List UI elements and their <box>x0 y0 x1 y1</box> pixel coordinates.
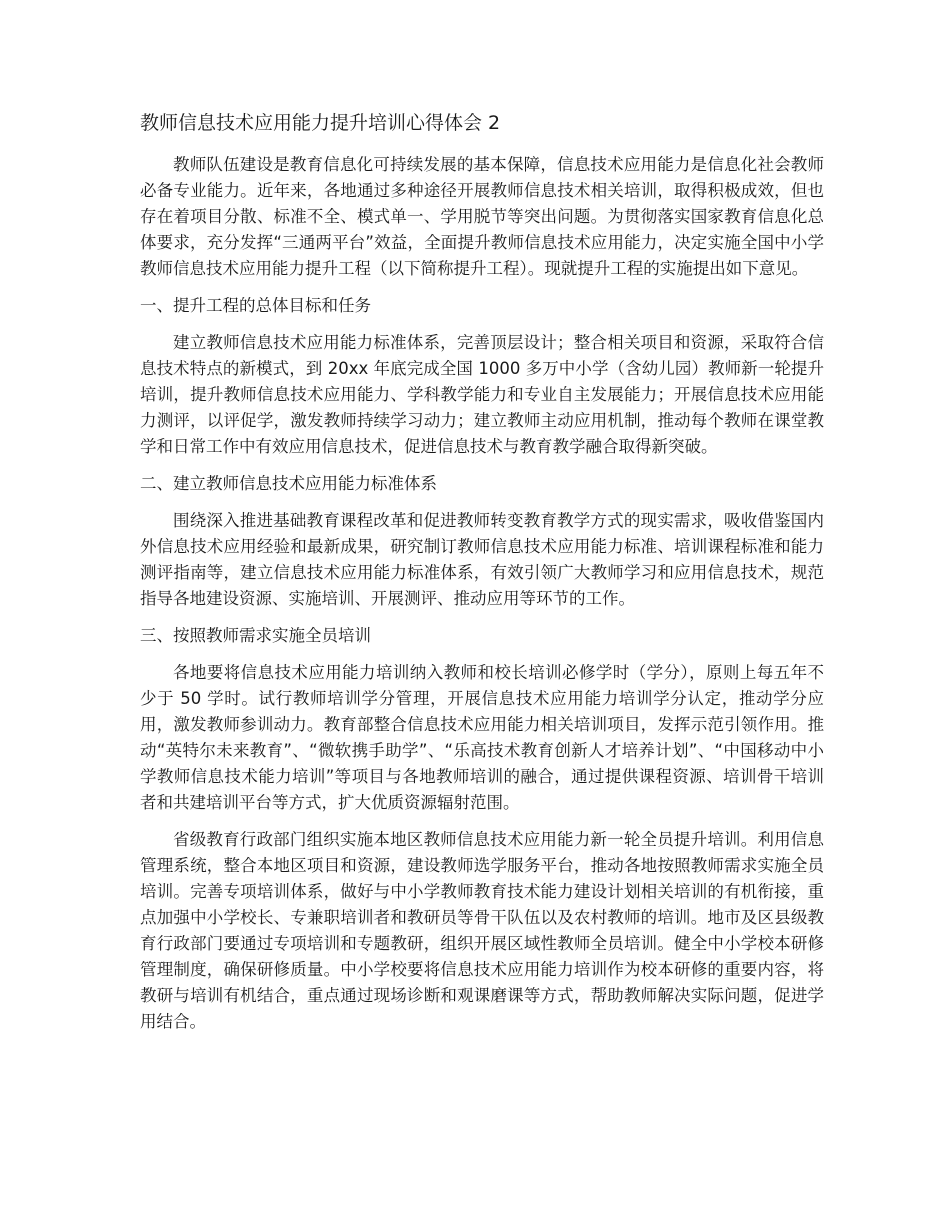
section-1-heading: 一、提升工程的总体目标和任务 <box>140 296 371 315</box>
section-3-paragraph-2: 省级教育行政部门组织实施本地区教师信息技术应用能力新一轮全员提升培训。利用信息管理系统，整合本地区项目和资源，建设教师选学服务平台，推动各地按照教师需求实施全员培训。完善专项培训体系，做好与中小学教师教育技术能力建设计划相关培训的有机衔接，重点加强中小学校长、专兼职培训者和教研员等骨干队伍以及农村教师的培训。地市及区县级教育行政部门要通过专项培训和专题教研，组织开展区域性教师全员培训。健全中小学校本研修管理制度，确保研修质量。中小学校要将信息技术应用能力培训作为校本研修的重要内容，将教研与培训有机结合，重点通过现场诊断和观课磨课等方式，帮助教师解决实际问题，促进学用结合。 <box>140 830 824 1031</box>
intro-paragraph: 教师队伍建设是教育信息化可持续发展的基本保障，信息技术应用能力是信息化社会教师必备专业能力。近年来，各地通过多种途径开展教师信息技术相关培训，取得积极成效，但也存在着项目分散、标准不全、模式单一、学用脱节等突出问题。为贯彻落实国家教育信息化总体要求，充分发挥“三通两平台”效益，全面提升教师信息技术应用能力，决定实施全国中小学教师信息技术应用能力提升工程（以下简称提升工程）。现就提升工程的实施提出如下意见。 <box>140 155 824 278</box>
section-1-paragraph: 建立教师信息技术应用能力标准体系，完善顶层设计；整合相关项目和资源，采取符合信息技术特点的新模式，到 20xx 年底完成全国 1000 多万中小学（含幼儿园）教师新一轮提升培训，提升教师信息技术应用能力、学科教学能力和专业自主发展能力；开展信息技术应用能力测评，以评促学，激发教师持续学习动力；建立教师主动应用机制，推动每个教师在课堂教学和日常工作中有效应用信息技术，促进信息技术与教育教学融合取得新突破。 <box>140 333 824 456</box>
document-title: 教师信息技术应用能力提升培训心得体会 2 <box>140 112 501 134</box>
section-2-paragraph: 围绕深入推进基础教育课程改革和促进教师转变教育教学方式的现实需求，吸收借鉴国内外信息技术应用经验和最新成果，研究制订教师信息技术应用能力标准、培训课程标准和能力测评指南等，建立信息技术应用能力标准体系，有效引领广大教师学习和应用信息技术，规范指导各地建设资源、实施培训、开展测评、推动应用等环节的工作。 <box>140 511 824 608</box>
document-page <box>140 108 824 1046</box>
section-3-paragraph-1: 各地要将信息技术应用能力培训纳入教师和校长培训必修学时（学分），原则上每五年不少于 50 学时。试行教师培训学分管理，开展信息技术应用能力培训学分认定，推动学分应用，激发教师参训动力。教育部整合信息技术应用能力相关培训项目，发挥示范引领作用。推动“英特尔未来教育”、“微软携手助学”、“乐高技术教育创新人才培养计划”、“中国移动中小学教师信息技术能力培训”等项目与各地教师培训的融合，通过提供课程资源、培训骨干培训者和共建培训平台等方式，扩大优质资源辐射范围。 <box>140 663 824 812</box>
section-3-heading: 三、按照教师需求实施全员培训 <box>140 626 371 645</box>
section-2-heading: 二、建立教师信息技术应用能力标准体系 <box>140 474 437 493</box>
